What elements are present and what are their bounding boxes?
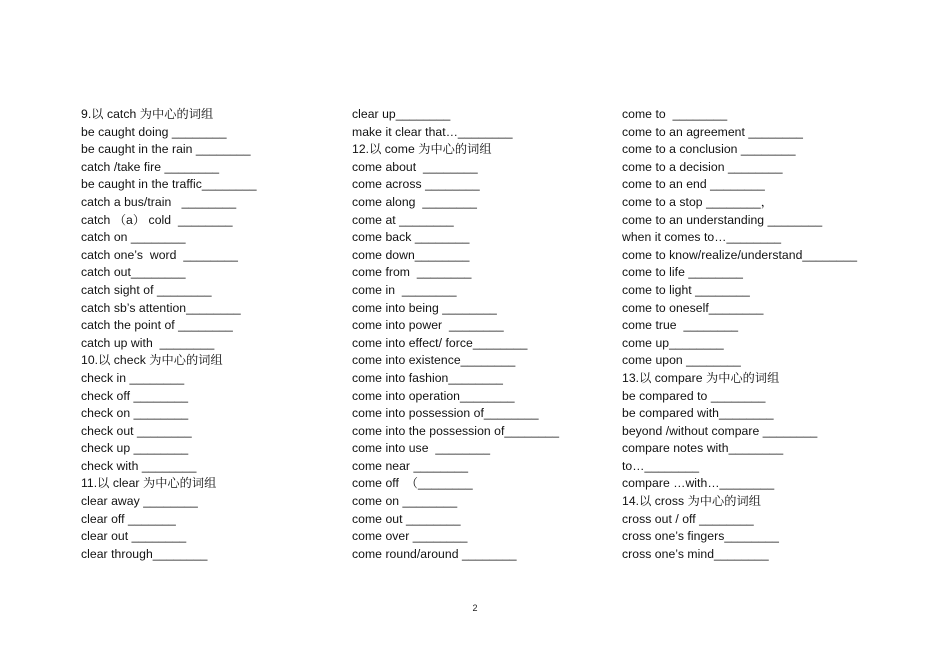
phrase-line: clear away ________ [81, 494, 198, 509]
phrase-line: come into the possession of________ [352, 423, 560, 438]
phrase-line: come true ________ [622, 318, 739, 333]
phrase-line: be caught in the traffic________ [81, 177, 257, 192]
phrase-line: come from ________ [352, 265, 472, 280]
column-middle [352, 106, 617, 563]
phrase-line: come into power ________ [352, 318, 504, 333]
phrase-line: check on ________ [81, 406, 189, 421]
phrase-line: come near ________ [352, 458, 469, 473]
phrase-line: come to light ________ [622, 282, 750, 297]
phrase-line: check up ________ [81, 441, 189, 456]
phrase-line: clear up________ [352, 107, 451, 121]
phrase-line: come to life ________ [622, 265, 743, 280]
phrase-line: catch on ________ [81, 230, 186, 245]
phrase-line: come into being ________ [352, 300, 497, 315]
phrase-line: come into effect/ force________ [352, 335, 528, 350]
section-heading: 13.以 compare 为中心的词组 [622, 370, 780, 385]
phrase-line: compare notes with________ [622, 441, 784, 456]
phrase-line: be caught doing ________ [81, 124, 227, 139]
phrase-line: come up________ [622, 335, 724, 350]
phrase-line: catch /take fire ________ [81, 159, 220, 174]
phrase-line: be compared with________ [622, 406, 774, 421]
phrase-line: come upon ________ [622, 353, 741, 368]
section-heading: 9.以 catch 为中心的词组 [81, 107, 214, 121]
phrase-line: make it clear that…________ [352, 124, 513, 139]
phrase-line: come about ________ [352, 159, 478, 174]
phrase-line: come over ________ [352, 529, 468, 544]
section-heading: 14.以 cross 为中心的词组 [622, 494, 761, 509]
section-heading: 12.以 come 为中心的词组 [352, 142, 492, 157]
phrase-line: catch up with ________ [81, 335, 215, 350]
phrase-line: catch the point of ________ [81, 318, 233, 333]
phrase-line: come into existence________ [352, 353, 516, 368]
phrase-line: come to an agreement ________ [622, 124, 804, 139]
phrase-line: come into use ________ [352, 441, 491, 456]
phrase-line: come out ________ [352, 511, 461, 526]
phrase-line: come across ________ [352, 177, 480, 192]
phrase-line: come along ________ [352, 194, 478, 209]
phrase-line: clear out ________ [81, 529, 187, 544]
phrase-line: catch a bus/train ________ [81, 194, 237, 209]
phrase-line: cross out / off ________ [622, 511, 754, 526]
phrase-line: catch sight of ________ [81, 282, 212, 297]
phrase-line: come into fashion________ [352, 370, 503, 385]
column-right [622, 106, 887, 563]
phrase-line: come to an end ________ [622, 177, 765, 192]
phrase-line: catch out________ [81, 265, 186, 280]
phrase-line: check in ________ [81, 370, 185, 385]
phrase-line: come to a stop ________， [622, 194, 773, 209]
phrase-line: cross one’s fingers________ [622, 529, 779, 544]
phrase-line: beyond /without compare ________ [622, 423, 818, 438]
phrase-line: check off ________ [81, 388, 189, 403]
phrase-line: catch sb’s attention________ [81, 300, 241, 315]
phrase-line: come off （________ [352, 476, 473, 491]
phrase-line: come on ________ [352, 494, 458, 509]
section-heading: 11.以 clear 为中心的词组 [81, 476, 217, 491]
phrase-line: check out ________ [81, 423, 192, 438]
phrase-line: come at ________ [352, 212, 454, 227]
phrase-line: clear through________ [81, 546, 208, 561]
phrase-line: be compared to ________ [622, 388, 766, 403]
phrase-line: to…________ [622, 458, 700, 473]
phrase-line: come down________ [352, 247, 470, 262]
phrase-line: compare …with…________ [622, 476, 775, 491]
phrase-line: come in ________ [352, 282, 457, 297]
phrase-line: catch （a） cold ________ [81, 212, 233, 227]
phrase-line: come to oneself________ [622, 300, 764, 315]
phrase-line: come round/around ________ [352, 546, 517, 561]
phrase-line: come back ________ [352, 230, 470, 245]
phrase-line: come into operation________ [352, 388, 515, 403]
phrase-line: come to know/realize/understand________ [622, 247, 858, 262]
phrase-line: clear off _______ [81, 511, 176, 526]
phrase-line: come to ________ [622, 107, 728, 121]
phrase-line: catch one’s word ________ [81, 247, 238, 262]
phrase-line: come to a decision ________ [622, 159, 783, 174]
section-heading: 10.以 check 为中心的词组 [81, 353, 223, 368]
phrase-line: come to a conclusion ________ [622, 142, 796, 157]
phrase-line: check with ________ [81, 458, 197, 473]
column-left [81, 106, 346, 563]
phrase-line: cross one’s mind________ [622, 546, 769, 561]
page-number: 2 [472, 603, 478, 613]
phrase-line: come into possession of________ [352, 406, 539, 421]
phrase-line: when it comes to…________ [622, 230, 782, 245]
phrase-line: be caught in the rain ________ [81, 142, 251, 157]
phrase-line: come to an understanding ________ [622, 212, 823, 227]
